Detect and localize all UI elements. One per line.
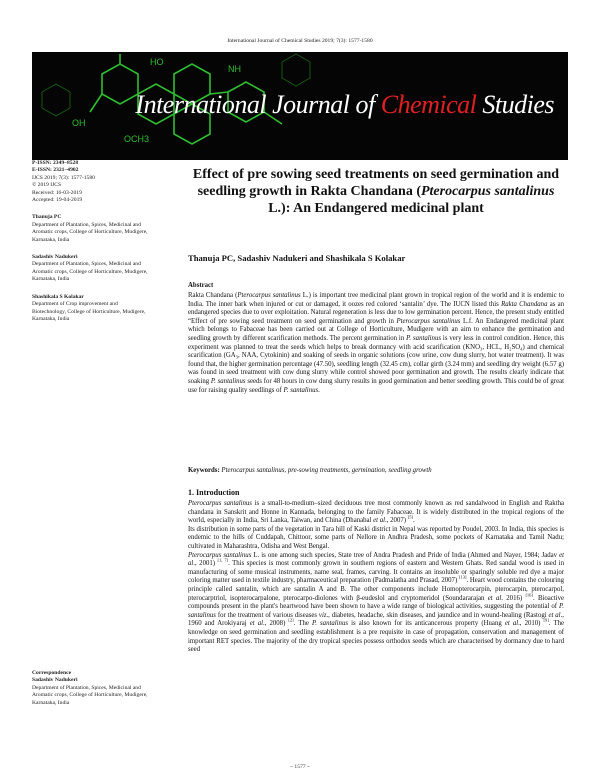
article-authors: Thanuja PC, Sadashiv Nadukeri and Shashikala S Kolakar bbox=[188, 253, 406, 263]
issn-electronic: E-ISSN: 2321–4902 bbox=[32, 167, 79, 174]
author-3-affiliation: Department of Crop improvement and Biotechnology, College of Horticulture, Mudigere, Karnataka, India bbox=[32, 301, 146, 322]
molecule-label: NH bbox=[228, 64, 241, 74]
journal-title: International Journal of Chemical Studies bbox=[135, 90, 554, 119]
running-head: International Journal of Chemical Studies 2019; 7(3): 1577-1580 bbox=[227, 38, 373, 44]
author-2-affiliation: Department of Plantation, Spices, Medicinal and Aromatic crops, College of Horticulture, Mudigere, Karnataka, India bbox=[32, 261, 148, 283]
molecule-label: OCH3 bbox=[124, 134, 150, 144]
copyright: © 2019 IJCS bbox=[32, 182, 62, 189]
author-3-name: Shashikala S Kolakar bbox=[32, 293, 84, 300]
author-1-name: Thanuja PC bbox=[32, 214, 62, 221]
correspondence-block bbox=[32, 670, 148, 707]
accepted-date: Accepted: 19-04-2019 bbox=[32, 197, 83, 204]
journal-banner bbox=[32, 52, 568, 160]
correspondence-label: Correspondence bbox=[32, 670, 72, 676]
abstract-heading: Abstract bbox=[188, 282, 214, 289]
ijcs-citation: IJCS 2019; 7(3): 1577-1580 bbox=[32, 174, 95, 181]
molecule-label: OH bbox=[72, 118, 86, 128]
page-number: ~ 1577 ~ bbox=[289, 764, 311, 770]
intro-heading: 1. Introduction bbox=[188, 488, 240, 497]
author-2-name: Sadashiv Nadukeri bbox=[32, 254, 78, 261]
correspondence-affiliation: Department of Plantation, Spices, Medicinal and Aromatic crops, College of Horticulture, Mudigere, Karnataka, India bbox=[32, 684, 148, 706]
received-date: Received: 16-03-2019 bbox=[32, 189, 82, 196]
keywords: Keywords: Pterocarpus santalinus, pre-sowing treatments, germination, seedling growth bbox=[188, 467, 432, 474]
introduction-body: Pterocarpus santalinus is a small-to-medium–sized deciduous tree most commonly known as red sandalwood in English and Raktha chandana in Sanskrit and Honne in Kannada, belonging to the family Fabaceae. It is widely distributed in the tropical regions of the world, especially in India, Sri Lanka, Taiwan, and China (Dhanabal et al., 2007) [5]. Its distribution in some parts of the vegetation in Tara hill of Kaski district in Nepal was reported by Poudel, 2003. In India, this species is endemic to the hills of Cuddapah, Chittoor, some parts of Nellore in Andhra Pradesh, some pockets of Karnataka and Tamil Nadu; cultivated in Maharashtra, Odisha and West Bengal. Pterocarpus santalinus L. is one among such species, State tree of Andra Pradesh and Pride of India (Ahmed and Nayer, 1984; Jadav et al., 2001) [1, 7]. This species is most commonly grown in southern regions of eastern and Western Ghats. Red sandal wood is used in manufacturing of some musical instruments, name seal, frames, carving. It contains an insoluble or sparingly soluble red dye a major coloring matter used in textile industry, pharmaceutical preparation (Padmalatha and Prasad, 2007) [13]. Heart wood contains the colouring principle called santalin, which are santalin A and B. The other components include Homopterocarpin, pterocarpin, pterocarpol, pterocarptriol, isopterocarpalone, pterocarpo-diolones with β-eudeslol and cryptomeridol (Soundararajan et al. 2016) [16]. Bioactive compounds present in the plant's heartwood have been shown to have a wide range of biological activities, suggesting the potential of P. santalinus for the treatment of various diseases viz., diabetes, headache, skin diseases, and jaundice and in wound-healing (Rastogi et al., 1960 and Arokiyaraj et al., 2008) [2]. The P. santalinus is also known for its anticancerous property (Huang et al., 2010) [9]. The knowledge on seed germination and seedling establishment is a pre requisite in case of propagation, conservation and management of important RET species. The majority of the dry tropical species possess orthodox seeds which are characterised by dormancy due to hard seed bbox=[188, 500, 565, 654]
molecule-label: HO bbox=[150, 57, 164, 67]
issn-print: P-ISSN: 2349–8528 bbox=[32, 160, 79, 166]
author-1-affiliation: Department of Plantation, Spices, Medicinal and Aromatic crops, College of Horticulture, Mudigere, Karnataka, India bbox=[32, 221, 148, 243]
article-title: Effect of pre sowing seed treatments on seed germination and seedling growth in Rakta Chandana (Pterocarpus santalinus L.): An Endangered medicinal plant bbox=[192, 167, 560, 216]
abstract-body: Rakta Chandana (Pterocarpus santalinus L.) is important tree medicinal plant grown in tropical region of the world and it is endemic to India. The inner bark when injured or cut or damaged, it oozes red colored ‘santalin’ dye. The IUCN listed this Rakta Chandana as an endangered species due to over exploitation. Natural regeneration is less due to low germination percent. Hence, the present study entitled “Effect of pre sowing seed treatment on seed germination and growth in Pterocarpus santalinus L.f. An Endangered medicinal plant which belongs to Fabaceae has been carried out at College of Horticulture, Mudigere with an aim to enhance the germination and seedling growth by different scarification methods. The percent germination in P. santalinus is very less in control condition. Hence, this experiment was planned to treat the seeds which helps to break dormancy with acid scarification (KNO₃, HCL, H₂SO₄) and chemical scarification (GA₃, NAA, Cytokinin) and soaking of seeds in organic solutions (cow urine, cow dung slurry, hot water treatment). It was found that, the higher germination percentage (47.50), seedling length (32.45 cm), collar girth (3.24 mm) and seedling dry weight (6.57 g) was found in seed treatment with cow dung slurry while control showed poor germination and growth. The results clearly indicate that soaking P. santalinus seeds for 48 hours in cow dung slurry results in good germination and better seedling growth. This could be of great use for raising quality seedlings of P. santalinus. bbox=[188, 292, 565, 394]
correspondence-name: Sadashiv Nadukeri bbox=[32, 677, 78, 684]
article-meta-sidebar bbox=[32, 160, 148, 323]
